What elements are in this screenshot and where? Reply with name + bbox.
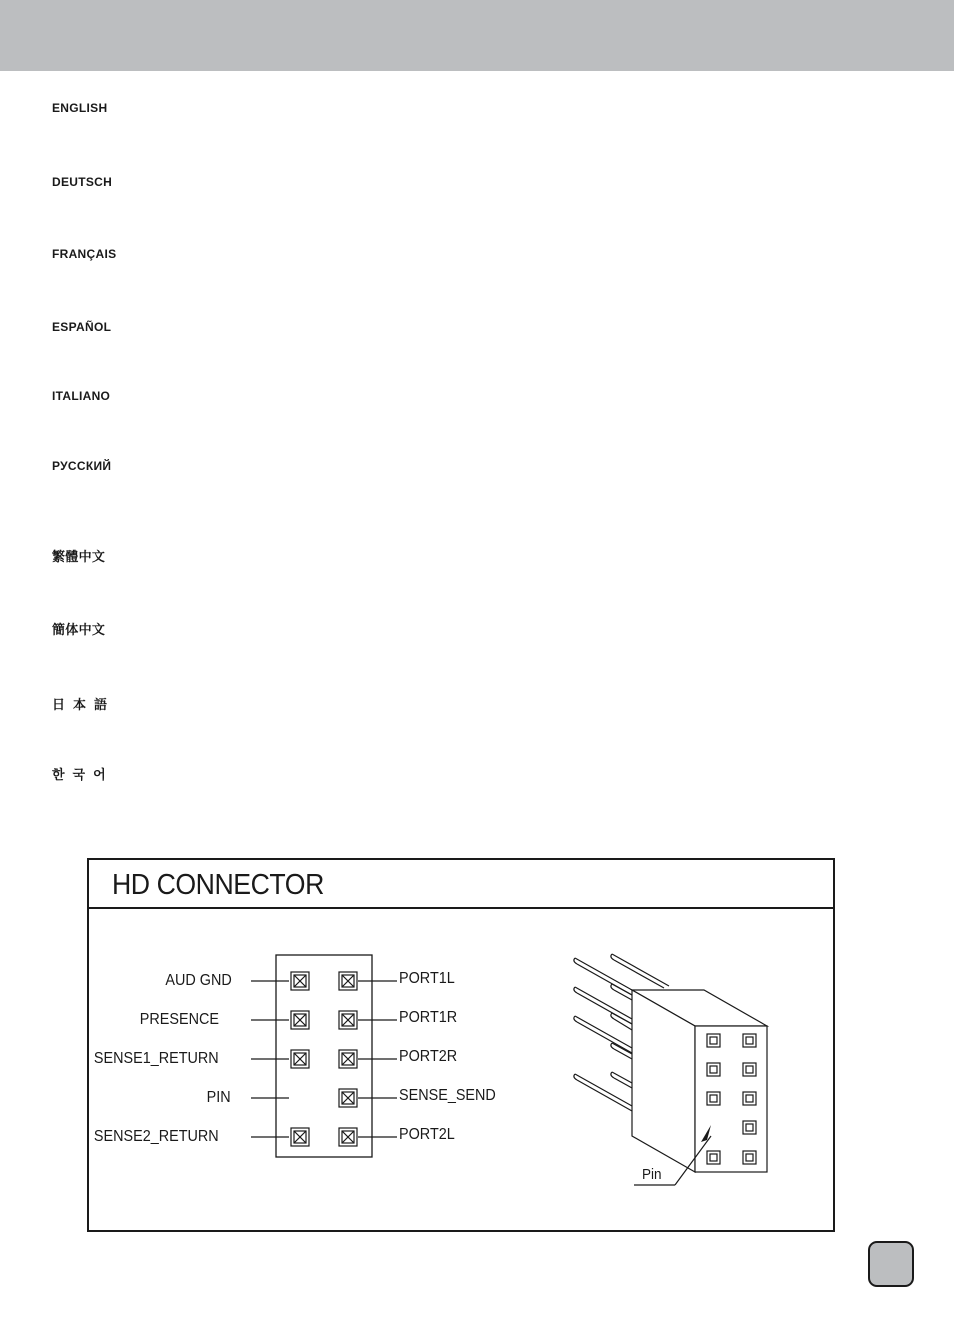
pin-sense2-return — [291, 1128, 309, 1146]
pin-port2r — [339, 1050, 357, 1068]
pin-port1l — [339, 972, 357, 990]
left-leader-lines — [251, 981, 289, 1137]
pin-port1r — [339, 1011, 357, 1029]
label-port1r: PORT1R — [399, 1009, 458, 1026]
pins-right-column — [339, 972, 357, 1146]
language-english: ENGLISH — [52, 101, 108, 115]
hd-connector-title: HD CONNECTOR — [112, 869, 324, 901]
pin-port2l — [339, 1128, 357, 1146]
language-traditional-chinese: 繁體中文 — [52, 550, 106, 565]
pins-left-column — [291, 972, 309, 1146]
language-espanol: ESPAÑOL — [52, 320, 112, 334]
label-iso-pin: Pin — [642, 1166, 662, 1183]
isometric-connector — [574, 954, 767, 1185]
language-simplified-chinese: 簡体中文 — [52, 623, 106, 638]
pin-header-outline — [276, 955, 372, 1157]
hd-connector-diagram — [89, 860, 833, 1230]
right-leader-lines — [358, 981, 397, 1137]
pin-sense-send — [339, 1089, 357, 1107]
label-port2l: PORT2L — [399, 1126, 455, 1143]
language-francais: FRANÇAIS — [52, 247, 117, 261]
label-port1l: PORT1L — [399, 970, 455, 987]
language-italiano: ITALIANO — [52, 389, 111, 403]
label-sense2-return: SENSE2_RETURN — [94, 1128, 219, 1145]
label-sense-send: SENSE_SEND — [399, 1087, 496, 1104]
label-presence: PRESENCE — [139, 1011, 219, 1028]
pin-presence — [291, 1011, 309, 1029]
pin-sense1-return — [291, 1050, 309, 1068]
pin-aud-gnd — [291, 972, 309, 990]
language-deutsch: DEUTSCH — [52, 175, 113, 189]
language-japanese: 日本語 — [52, 698, 116, 713]
label-pin: PIN — [206, 1089, 231, 1106]
hd-connector-panel — [87, 858, 835, 1232]
label-port2r: PORT2R — [399, 1048, 458, 1065]
page-number-tab — [868, 1241, 914, 1287]
label-sense1-return: SENSE1_RETURN — [94, 1050, 219, 1067]
language-russian: РУССКИЙ — [52, 459, 112, 473]
header-band — [0, 0, 954, 71]
language-korean: 한국어 — [52, 768, 114, 783]
label-aud-gnd: AUD GND — [165, 972, 232, 989]
